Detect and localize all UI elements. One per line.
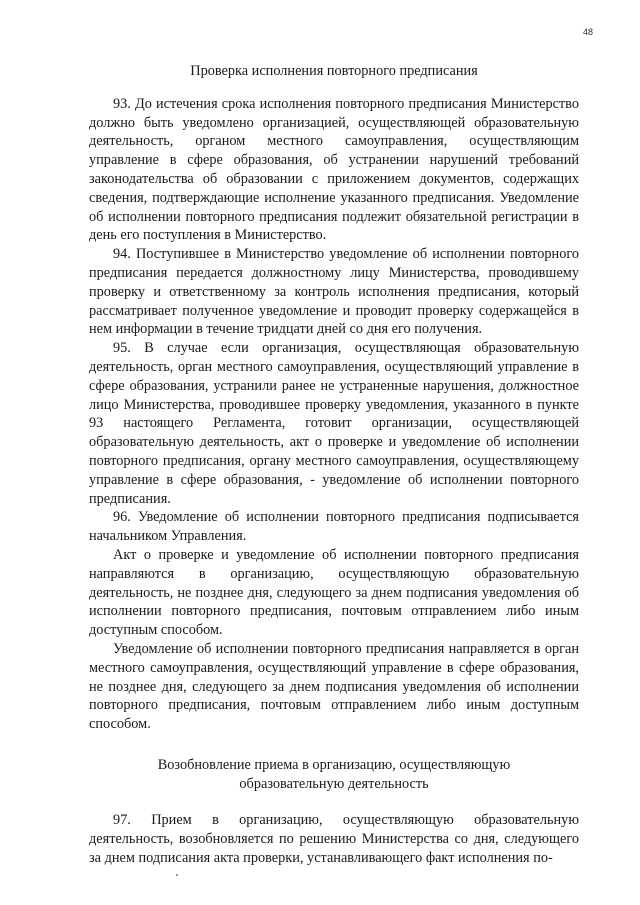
section-heading-line-1: Возобновление приема в организацию, осуществляющую [157,756,511,773]
paragraph-act-sending: Акт о проверке и уведомление об исполнении повторного предписания направляются в организацию, осуществляющую образовательную деятельность, не позднее дня, следующего за днем подписания уведомления об исполнении повторного предписания, почтовым отправлением либо иным доступным способом. [89,546,579,639]
section-heading-line-2: образовательную деятельность [239,775,429,792]
paragraph-97: 97. Прием в организацию, осуществляющую образовательную деятельность, возобновляется по решению Министерства со дня, следующего за днем подписания акта проверки, устанавливающего факт исполнения по- [89,812,579,867]
page-number: 48 [582,27,593,37]
paragraph-94: 94. Поступившее в Министерство уведомление об исполнении повторного предписания передается должностному лицу Министерства, проводившему проверку и ответственному за контроль исполнения предписания, который рассматривает полученное уведомление и проводит проверку содержащейся в нем информации в течение тридцати дней со дня его получения. [89,246,579,338]
paragraph-96: 96. Уведомление об исполнении повторного предписания подписывается начальником Управления. [89,509,579,545]
paragraph-95: 95. В случае если организация, осуществляющая образовательную деятельность, орган местного самоуправления, осуществляющий управление в сфере образования, устранили ранее не устраненные нарушения, должностное лицо Министерства, проводившее проверку уведомления, указанного в пункте 93 настоящего Регламента, готовит организации, осуществляющей образовательную деятельность, акт о проверке и уведомление об исполнении повторного предписания, органу местного самоуправления, осуществляющему управление в сфере образования, - уведомление об исполнении повторного предписания. [89,340,579,507]
section-heading-admission-resume [89,756,579,794]
section-heading-repeat-order-check: Проверка исполнения повторного предписания [190,63,478,79]
paragraph-93: 93. До истечения срока исполнения повторного предписания Министерство должно быть уведомлено организацией, осуществляющей образовательную деятельность, органом местного самоуправления, осуществляющим управление в сфере образования, об устранении нарушений требований законодательства об образовании с приложением документов, содержащих сведения, подтверждающие исполнение указанного предписания. Уведомление об исполнении повторного предписания подлежит обязательной регистрации в день его поступления в Министерство. [89,95,579,244]
paragraph-notice-sending: Уведомление об исполнении повторного предписания направляется в орган местного самоуправления, осуществляющий управление в сфере образования, не позднее дня, следующего за днем подписания уведомления об исполнении повторного предписания, почтовым отправлением либо иным доступным способом. [89,640,579,733]
scan-speck [176,874,178,876]
page-content [89,62,579,868]
